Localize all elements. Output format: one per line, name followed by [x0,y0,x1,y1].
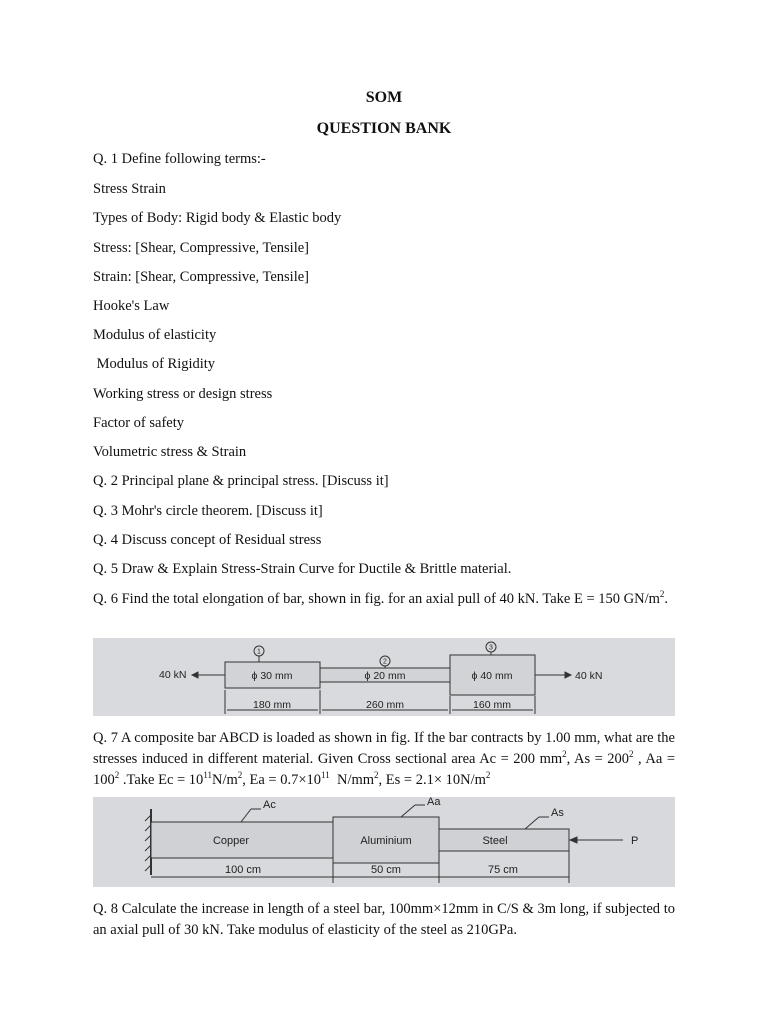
question-7: Q. 7 A composite bar ABCD is loaded as shown in fig. If the bar contracts by 1.00 mm, what are the stresses induced in different material. Given Cross sectional area Ac = 200 $mm^2$, $As = 200^2$ , $Aa = 100^2$ .Take $Ec = 10^{11}N/m^2$, $Ea = 0.7\times 10^{11}$ $N/mm^2$, $Es = 2.1\times 10N/m^2$ [93,730,675,788]
document-title: SOM [365,89,403,106]
question-4: Q. 4 Discuss concept of Residual stress [93,532,322,548]
question-2: Q. 2 Principal plane & principal stress. [Discuss it] [93,473,389,489]
section3-marker: 3 [489,644,493,652]
steel-label: Steel [482,835,508,847]
question-8: Q. 8 Calculate the increase in length of a steel bar, 100mm×12mm in C/S & 3m long, if subjected to an axial pull of 30 kN. Take modulus of elasticity of the steel as 210GPa. [93,901,675,938]
term-line: Strain: [Shear, Compressive, Tensile] [93,269,309,285]
term-line: Factor of safety [93,415,184,431]
length3-label: 160 mm [473,699,511,711]
question-3: Q. 3 Mohr's circle theorem. [Discuss it] [93,503,323,519]
section2-diameter: ϕ 20 mm [364,670,406,682]
figure-composite-bar [93,797,675,887]
question-5: Q. 5 Draw & Explain Stress-Strain Curve for Ductile & Brittle material. [93,561,512,577]
term-line: Stress: [Shear, Compressive, Tensile] [93,240,310,256]
length-aluminium-label: 50 cm [371,864,401,876]
question-6: Q. 6 Find the total elongation of bar, shown in fig. for an axial pull of 40 kN. Take E = 150 $GN/m^2$. [93,589,669,607]
area-steel-label: As [551,807,564,819]
term-line: Working stress or design stress [93,386,273,402]
area-copper-label: Ac [263,799,276,811]
term-line: Stress Strain [93,181,166,197]
term-line: Types of Body: Rigid body & Elastic body [93,210,342,226]
section2-marker: 2 [383,658,387,666]
load-right-label: 40 kN [575,670,603,682]
term-line: Volumetric stress & Strain [93,444,247,460]
section1-marker: 1 [257,648,261,656]
term-line: Modulus of Rigidity [93,356,216,372]
area-aluminium-label: Aa [427,797,441,808]
length-steel-label: 75 cm [488,864,518,876]
copper-label: Copper [212,835,250,847]
term-line: Modulus of elasticity [93,327,217,343]
length2-label: 260 mm [366,699,404,711]
section3-diameter: ϕ 40 mm [471,670,513,682]
document-subtitle: QUESTION BANK [316,120,452,137]
section1-diameter: ϕ 30 mm [251,670,293,682]
question-1: Q. 1 Define following terms:- [93,151,266,167]
aluminium-label: Aluminium [360,835,412,847]
load-p-label: P [631,835,639,847]
term-line: Hooke's Law [93,298,170,314]
figure-stepped-bar [93,638,675,716]
load-left-label: 40 kN [159,669,187,681]
length-copper-label: 100 cm [224,864,262,876]
length1-label: 180 mm [253,699,291,711]
